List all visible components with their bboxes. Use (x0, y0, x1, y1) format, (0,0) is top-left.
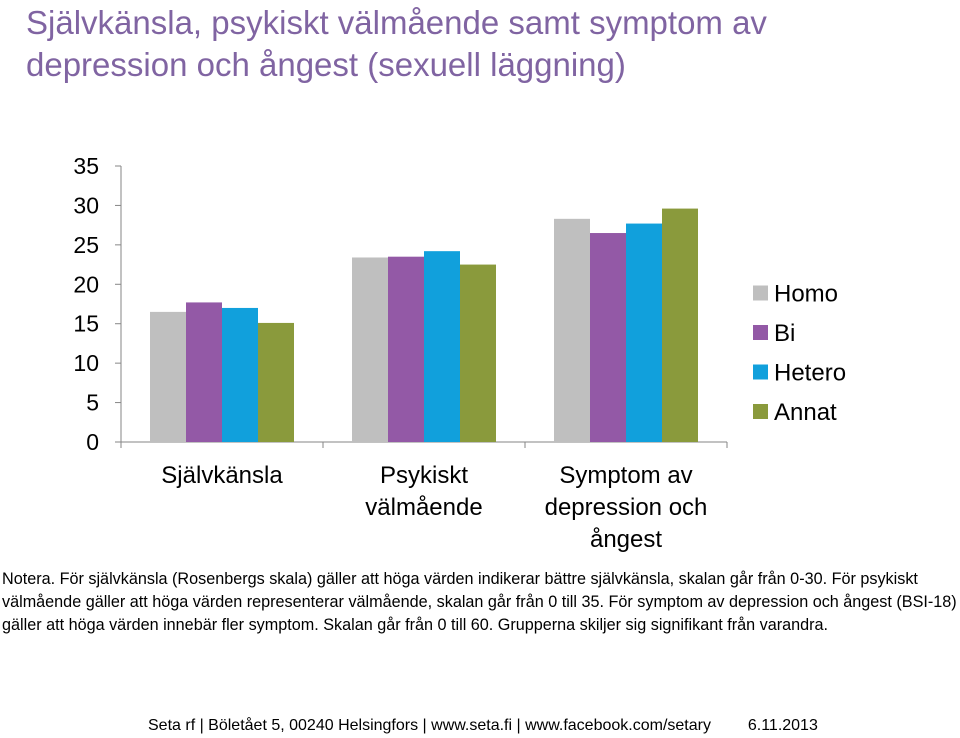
x-tick-label: Symptom av (559, 462, 693, 489)
title-line-1: Självkänsla, psykiskt välmående samt symptom av (26, 4, 767, 41)
legend-label: Hetero (774, 359, 847, 387)
title-line-2: depression och ångest (sexuell läggning) (26, 46, 626, 83)
bar (590, 233, 626, 442)
legend-label: Bi (774, 320, 796, 347)
x-tick-label: Psykiskt (379, 462, 469, 489)
x-tick-label: ångest (589, 526, 663, 553)
bar (662, 209, 698, 442)
y-tick-label: 10 (73, 350, 99, 377)
legend-swatch (753, 365, 768, 380)
bar (150, 312, 186, 442)
y-tick-label: 5 (86, 389, 99, 416)
bar (388, 257, 424, 442)
footer-contact: Seta rf | Böletået 5, 00240 Helsingfors | www.seta.fi | www.facebook.com/setary (148, 717, 711, 734)
bar (352, 257, 388, 442)
y-tick-label: 35 (73, 153, 99, 179)
bar (222, 308, 258, 442)
chart-note (2, 568, 958, 637)
y-tick-label: 0 (86, 429, 99, 455)
bar (626, 224, 662, 442)
y-tick-label: 20 (73, 271, 99, 298)
legend-swatch (753, 404, 768, 419)
bar (460, 265, 496, 442)
x-tick-label: Självkänsla (161, 462, 283, 489)
legend-swatch (753, 325, 768, 340)
bar (258, 323, 294, 442)
y-tick-label: 30 (73, 192, 99, 219)
note-text: För självkänsla (Rosenbergs skala) gäller att höga värden indikerar bättre självkänsla, skalan går från 0-30. För psykiskt välmående gäller att höga värden representerar välmående, skalan går från 0 till 35. För symptom av depression och ångest (BSI-18) gäller att höga värden innebär fler symptom. Skalan går från 0 till 60. Grupperna skiljer sig signifikant från varandra. (2, 570, 957, 634)
bar (186, 302, 222, 442)
bar (554, 219, 590, 442)
y-tick-label: 25 (73, 231, 99, 258)
footer-date: 6.11.2013 (747, 717, 818, 734)
y-tick-label: 15 (73, 310, 99, 337)
legend-swatch (753, 286, 768, 301)
legend-label: Homo (774, 280, 839, 308)
x-tick-label: depression och (544, 494, 708, 521)
bar (424, 251, 460, 442)
footer (148, 716, 948, 736)
x-tick-label: välmående (365, 494, 483, 521)
legend-label: Annat (774, 399, 837, 426)
note-lead: Notera. (2, 570, 56, 588)
